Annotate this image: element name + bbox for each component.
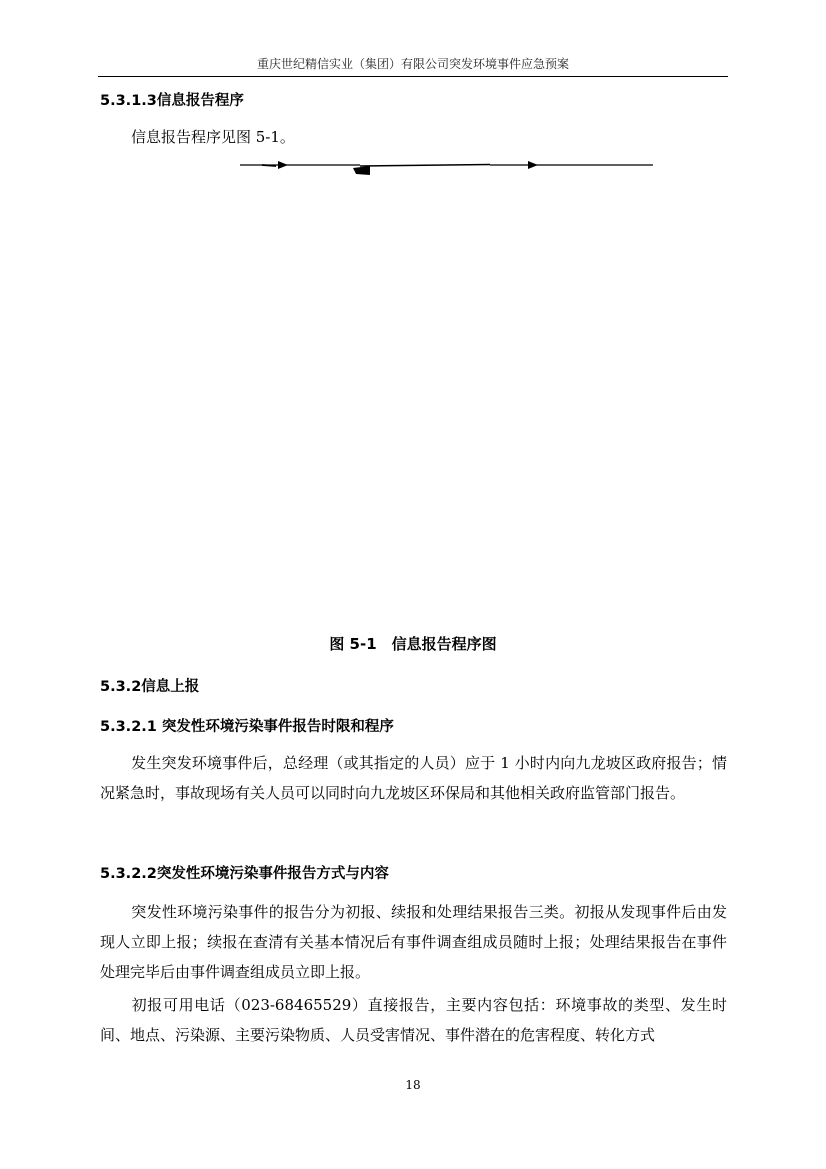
flow-arrowhead-2	[353, 166, 370, 175]
paragraph-5-3-2-2-a-text: 突发性环境污染事件的报告分为初报、续报和处理结果报告三类。初报从发现事件后由发现人立即上报；续报在查清有关基本情况后有事件调查组成员随时上报；处理结果报告在事件处理完毕后由事件调查组成员立即上报。	[100, 903, 727, 981]
page-number: 18	[405, 1078, 421, 1092]
section-heading-5-3-1-3: 5.3.1.3信息报告程序	[100, 93, 244, 109]
figure-caption: 图 5-1 信息报告程序图	[329, 635, 497, 653]
header-divider	[98, 76, 728, 77]
section-heading-5-3-2-2: 5.3.2.2突发性环境污染事件报告方式与内容	[100, 866, 389, 882]
flow-arrowhead-3	[528, 161, 538, 169]
paragraph-5-3-2-1-text: 发生突发环境事件后，总经理（或其指定的人员）应于 1 小时内向九龙坡区政府报告；情况紧急时，事故现场有关人员可以同时向九龙坡区环保局和其他相关政府监管部门报告。	[100, 754, 727, 802]
paragraph-5-3-2-2-b	[100, 990, 727, 1050]
section-heading-5-3-2: 5.3.2信息上报	[100, 679, 200, 695]
section-heading-5-3-2-1: 5.3.2.1 突发性环境污染事件报告时限和程序	[100, 719, 394, 735]
paragraph-5-3-2-1	[100, 748, 727, 808]
flow-arrowhead-1	[278, 161, 288, 169]
flow-line-mid	[360, 165, 490, 167]
figure-reference-text: 信息报告程序见图 5-1。	[131, 128, 295, 146]
paragraph-5-3-2-2-b-text: 初报可用电话（023-68465529）直接报告，主要内容包括：环境事故的类型、发生时间、地点、污染源、主要污染物质、人员受害情况、事件潜在的危害程度、转化方式	[100, 996, 727, 1044]
paragraph-5-3-2-2-a	[100, 897, 727, 987]
flow-stub	[262, 165, 276, 166]
page-header: 重庆世纪精信实业（集团）有限公司突发环境事件应急预案	[256, 57, 569, 71]
figure-reference-paragraph	[100, 122, 727, 152]
flowchart-fragment	[240, 155, 654, 179]
